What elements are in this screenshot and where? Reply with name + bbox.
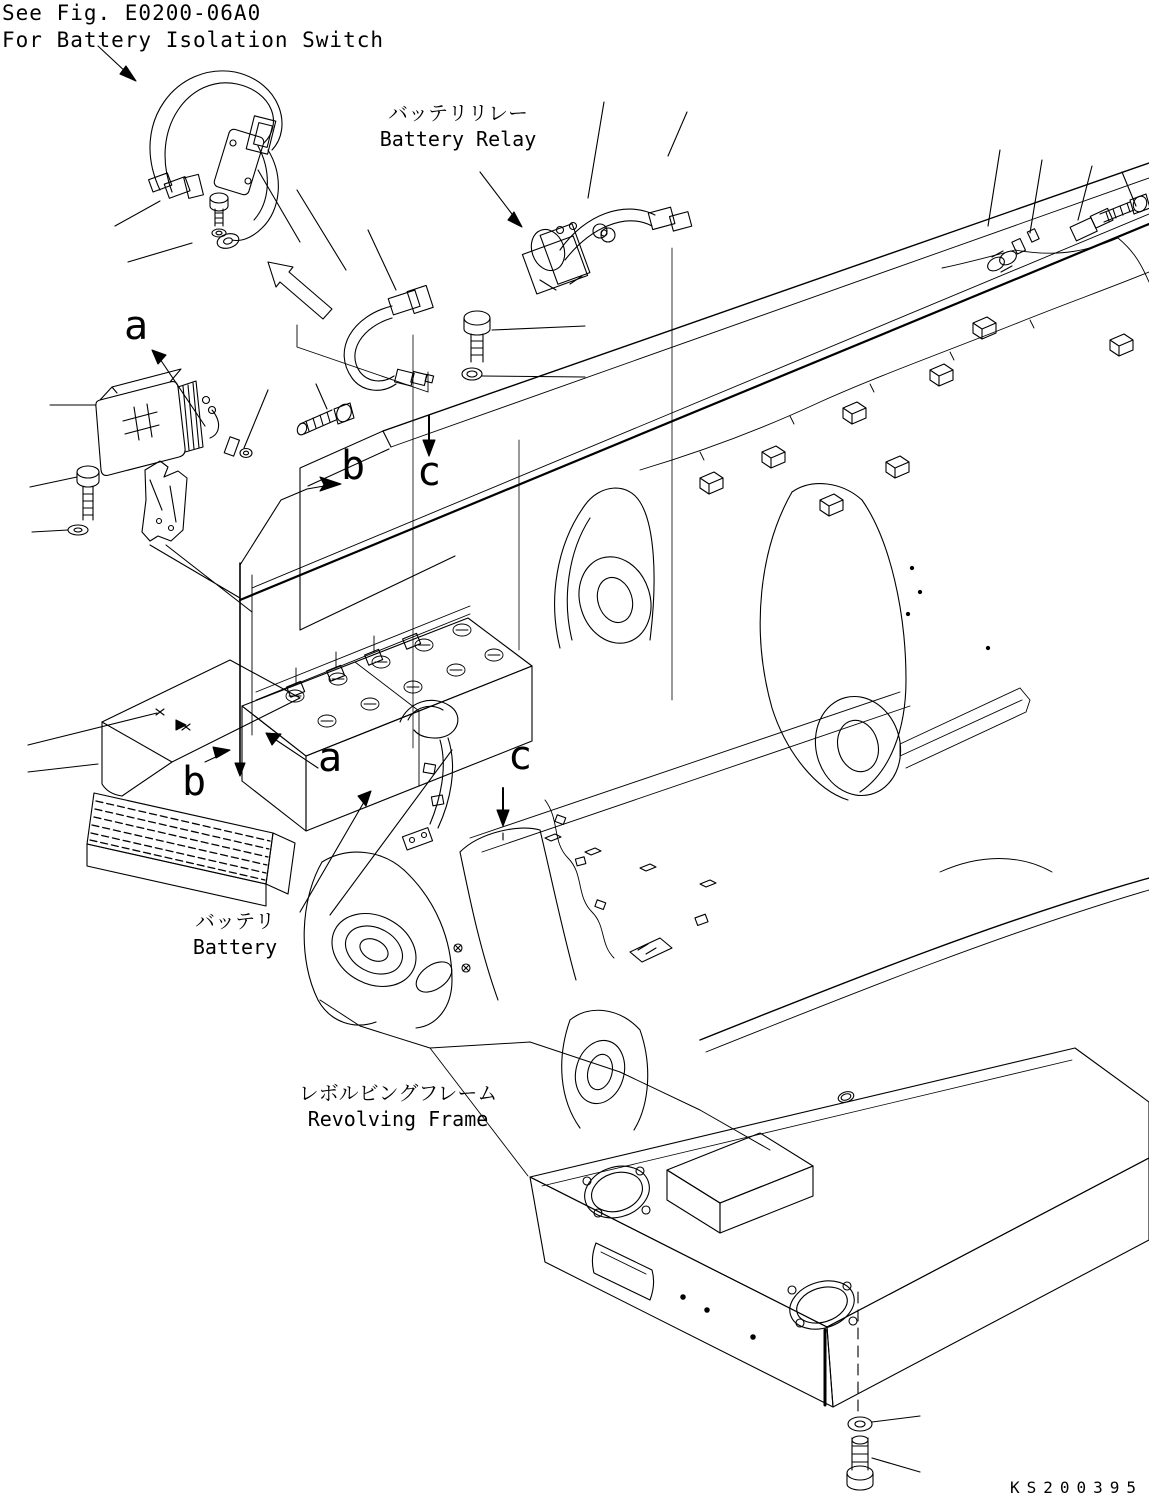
battery-label	[160, 908, 310, 960]
left-compartment-and-step	[28, 660, 300, 906]
reference-note-line2: For Battery Isolation Switch	[2, 28, 385, 53]
harness-clips-and-bolt	[942, 150, 1149, 282]
direction-arrow-outline	[268, 262, 332, 319]
battery-label-en: Battery	[192, 935, 278, 959]
battery-relay-label	[358, 100, 558, 152]
battery-relay-label-en: Battery Relay	[379, 127, 537, 151]
battery-isolation-switch-cable	[98, 46, 282, 262]
callout-a-lower: a	[318, 735, 343, 781]
revolving-frame-label-en: Revolving Frame	[307, 1107, 489, 1131]
battery-box	[176, 563, 532, 915]
swing-deck-harness	[454, 800, 708, 972]
revolving-frame-label	[288, 1080, 508, 1132]
callout-c-upper: c	[417, 449, 442, 495]
drawing-number: KS200395	[1009, 1478, 1143, 1497]
right-frame-curves	[700, 566, 1149, 1052]
callout-c-lower: c	[508, 733, 533, 779]
callout-b-upper: b	[341, 443, 366, 489]
battery-relay-label-jp: バッテリリレー	[388, 101, 528, 125]
revolving-frame-deck	[240, 163, 1149, 630]
callout-b-lower: b	[182, 759, 207, 805]
frame-bottom-plate	[530, 1048, 1149, 1490]
reference-note-line1: See Fig. E0200-06A0	[2, 1, 262, 25]
callout-a-upper: a	[124, 303, 149, 349]
battery-relay-assembly	[480, 102, 692, 700]
revolving-frame-label-jp: レボルビングフレーム	[298, 1081, 498, 1105]
boom-mount-brackets	[304, 484, 911, 1176]
reference-note	[2, 0, 384, 55]
battery-label-jp: バッテリ	[195, 909, 275, 933]
